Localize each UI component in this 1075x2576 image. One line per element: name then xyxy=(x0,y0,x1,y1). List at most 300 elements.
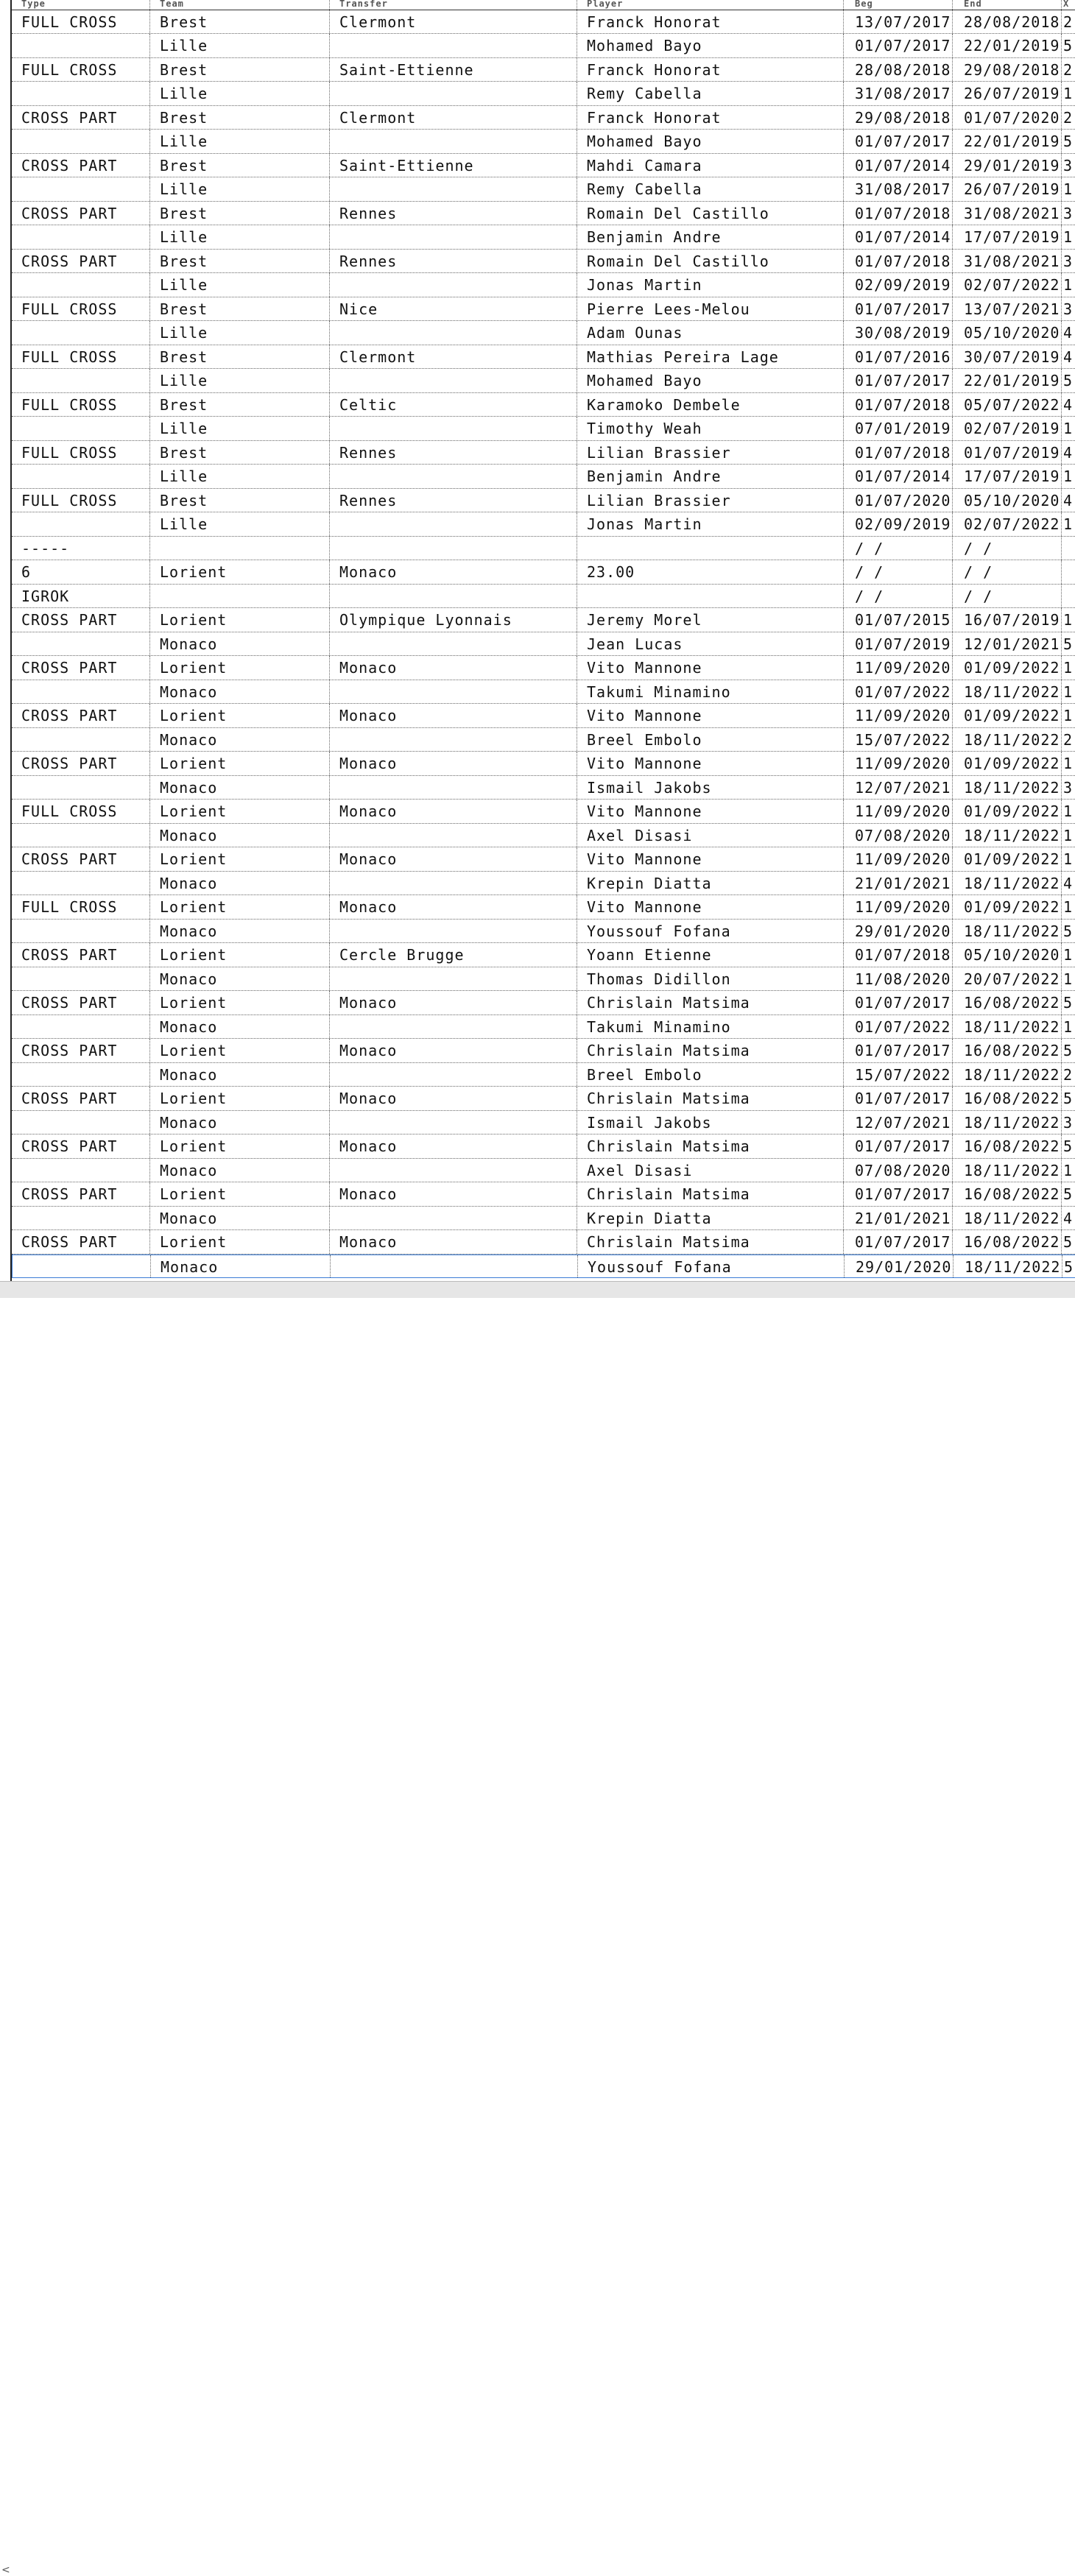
end-date-cell[interactable]: 16/08/2022 xyxy=(953,1135,1062,1158)
end-date-cell[interactable]: 18/11/2022 xyxy=(953,872,1062,895)
beg-header[interactable]: Beg xyxy=(844,0,953,10)
type-cell[interactable]: IGROK xyxy=(12,585,150,608)
team-cell[interactable]: Monaco xyxy=(150,1111,330,1135)
player-cell[interactable]: Chrislain Matsima xyxy=(577,1087,844,1110)
extra-cell[interactable]: 1 xyxy=(1063,420,1074,437)
end-date-cell[interactable]: / / xyxy=(953,585,1062,608)
beg-date-cell[interactable]: 01/07/2017 xyxy=(844,369,953,392)
team-cell[interactable]: Brest xyxy=(150,441,330,465)
transfer-cell[interactable] xyxy=(330,776,577,800)
transfer-cell[interactable]: Saint-Ettienne xyxy=(330,154,577,177)
extra-cell[interactable]: 5 xyxy=(1063,1185,1074,1203)
player-cell[interactable]: Chrislain Matsima xyxy=(577,1182,844,1206)
beg-date-cell[interactable]: 01/07/2018 xyxy=(844,202,953,225)
team-cell[interactable]: Lille xyxy=(150,34,330,57)
end-date-cell[interactable]: 01/09/2022 xyxy=(953,656,1062,680)
beg-date-cell[interactable]: 01/07/2018 xyxy=(844,943,953,967)
player-cell[interactable]: Vito Mannone xyxy=(577,656,844,680)
table-row[interactable] xyxy=(12,800,1075,824)
transfer-cell[interactable]: Monaco xyxy=(330,1135,577,1158)
extra-cell[interactable]: 5 xyxy=(1063,37,1074,54)
extra-cell[interactable]: 2 xyxy=(1063,1065,1074,1084)
transfer-cell[interactable] xyxy=(330,1207,577,1230)
end-date-cell[interactable]: 26/07/2019 xyxy=(953,82,1062,105)
table-row[interactable] xyxy=(12,943,1075,967)
player-cell[interactable]: Vito Mannone xyxy=(577,704,844,727)
type-cell[interactable] xyxy=(12,130,150,153)
player-cell[interactable]: Timothy Weah xyxy=(577,417,844,440)
type-cell[interactable] xyxy=(12,920,150,943)
end-date-cell[interactable]: 17/07/2019 xyxy=(953,225,1062,249)
beg-date-cell[interactable]: 29/01/2020 xyxy=(845,1255,954,1278)
type-cell[interactable] xyxy=(12,776,150,800)
team-cell[interactable]: Lorient xyxy=(150,560,330,584)
beg-date-cell[interactable]: 29/08/2018 xyxy=(844,106,953,130)
extra-cell[interactable]: 2 xyxy=(1063,108,1074,127)
extra-cell[interactable]: 1 xyxy=(1063,180,1074,198)
team-cell[interactable]: Brest xyxy=(150,489,330,512)
table-row[interactable] xyxy=(12,1015,1075,1040)
type-cell[interactable]: CROSS PART xyxy=(12,250,150,273)
end-date-cell[interactable]: 01/09/2022 xyxy=(953,752,1062,775)
transfer-cell[interactable]: Monaco xyxy=(330,1182,577,1206)
extra-cell[interactable]: 3 xyxy=(1063,300,1074,318)
type-cell[interactable]: FULL CROSS xyxy=(12,895,150,919)
team-cell[interactable]: Brest xyxy=(150,250,330,273)
data-grid[interactable] xyxy=(10,0,1075,1281)
beg-date-cell[interactable]: 01/07/2022 xyxy=(844,1015,953,1039)
table-row[interactable] xyxy=(12,1135,1075,1159)
end-date-cell[interactable]: 29/01/2019 xyxy=(953,154,1062,177)
transfer-cell[interactable] xyxy=(330,465,577,488)
extra-cell[interactable]: 5 xyxy=(1063,994,1074,1012)
extra-cell[interactable]: 4 xyxy=(1063,1209,1074,1227)
beg-date-cell[interactable]: 01/07/2017 xyxy=(844,1135,953,1158)
player-cell[interactable] xyxy=(577,585,844,608)
type-cell[interactable]: CROSS PART xyxy=(12,106,150,130)
end-date-cell[interactable]: 01/07/2020 xyxy=(953,106,1062,130)
table-row[interactable] xyxy=(12,489,1075,513)
player-cell[interactable]: Takumi Minamino xyxy=(577,680,844,704)
transfer-cell[interactable]: Monaco xyxy=(330,656,577,680)
team-cell[interactable]: Monaco xyxy=(150,967,330,991)
transfer-cell[interactable]: Clermont xyxy=(330,10,577,34)
extra-cell[interactable]: 5 xyxy=(1063,1137,1074,1155)
beg-date-cell[interactable]: 11/09/2020 xyxy=(844,704,953,727)
beg-date-cell[interactable]: 28/08/2018 xyxy=(844,58,953,82)
extra-cell[interactable]: 1 xyxy=(1063,826,1074,844)
transfer-cell[interactable] xyxy=(330,872,577,895)
type-cell[interactable]: CROSS PART xyxy=(12,1039,150,1062)
player-cell[interactable]: Jeremy Morel xyxy=(577,608,844,632)
type-cell[interactable] xyxy=(12,872,150,895)
end-date-cell[interactable]: 20/07/2022 xyxy=(953,967,1062,991)
type-cell[interactable]: CROSS PART xyxy=(12,154,150,177)
beg-date-cell[interactable]: 11/09/2020 xyxy=(844,800,953,823)
type-cell[interactable]: CROSS PART xyxy=(12,656,150,680)
player-cell[interactable] xyxy=(577,537,844,560)
end-date-cell[interactable]: 31/08/2021 xyxy=(953,202,1062,225)
table-row[interactable] xyxy=(12,824,1075,848)
type-cell[interactable]: CROSS PART xyxy=(12,1230,150,1254)
transfer-cell[interactable] xyxy=(330,273,577,297)
table-row[interactable] xyxy=(12,920,1075,944)
type-cell[interactable] xyxy=(12,321,150,345)
end-date-cell[interactable]: 05/07/2022 xyxy=(953,393,1062,417)
transfer-cell[interactable] xyxy=(330,82,577,105)
beg-date-cell[interactable]: 11/09/2020 xyxy=(844,752,953,775)
player-cell[interactable]: Pierre Lees-Melou xyxy=(577,297,844,321)
transfer-cell[interactable] xyxy=(330,920,577,943)
extra-cell[interactable]: 1 xyxy=(1063,946,1074,964)
player-cell[interactable]: Franck Honorat xyxy=(577,106,844,130)
team-cell[interactable]: Monaco xyxy=(150,728,330,752)
type-cell[interactable] xyxy=(12,1015,150,1039)
type-cell[interactable] xyxy=(13,1255,151,1278)
transfer-cell[interactable]: Monaco xyxy=(330,1087,577,1110)
table-row[interactable] xyxy=(12,585,1075,609)
player-cell[interactable]: Thomas Didillon xyxy=(577,967,844,991)
player-cell[interactable]: Jean Lucas xyxy=(577,632,844,656)
team-cell[interactable] xyxy=(150,537,330,560)
table-row[interactable] xyxy=(12,177,1075,202)
beg-date-cell[interactable]: 01/07/2015 xyxy=(844,608,953,632)
extra-cell[interactable]: 1 xyxy=(1063,467,1074,485)
type-cell[interactable]: ----- xyxy=(12,537,150,560)
type-cell[interactable]: CROSS PART xyxy=(12,704,150,727)
end-date-cell[interactable]: 26/07/2019 xyxy=(953,177,1062,201)
player-cell[interactable]: Youssouf Fofana xyxy=(577,920,844,943)
horizontal-scrollbar[interactable] xyxy=(0,1281,1075,2576)
extra-cell[interactable]: 1 xyxy=(1063,85,1074,102)
end-date-cell[interactable]: 22/01/2019 xyxy=(953,369,1062,392)
end-date-cell[interactable]: 12/01/2021 xyxy=(953,632,1062,656)
end-date-cell[interactable]: 02/07/2019 xyxy=(953,417,1062,440)
beg-date-cell[interactable]: 13/07/2017 xyxy=(844,10,953,34)
type-cell[interactable] xyxy=(12,177,150,201)
extra-header[interactable]: X xyxy=(1063,0,1070,9)
transfer-cell[interactable] xyxy=(330,585,577,608)
end-date-cell[interactable]: / / xyxy=(953,560,1062,584)
extra-cell[interactable]: 1 xyxy=(1063,1161,1074,1179)
beg-date-cell[interactable]: 01/07/2020 xyxy=(844,489,953,512)
beg-date-cell[interactable]: 15/07/2022 xyxy=(844,1063,953,1087)
table-row[interactable] xyxy=(12,967,1075,992)
type-cell[interactable]: CROSS PART xyxy=(12,1135,150,1158)
player-cell[interactable]: Jonas Martin xyxy=(577,273,844,297)
extra-cell[interactable]: 5 xyxy=(1063,922,1074,940)
extra-cell[interactable]: 5 xyxy=(1063,372,1074,389)
type-cell[interactable]: CROSS PART xyxy=(12,202,150,225)
beg-date-cell[interactable]: 01/07/2017 xyxy=(844,1087,953,1110)
transfer-cell[interactable] xyxy=(330,680,577,704)
transfer-cell[interactable] xyxy=(330,321,577,345)
player-cell[interactable]: Krepin Diatta xyxy=(577,1207,844,1230)
type-cell[interactable] xyxy=(12,512,150,536)
table-row[interactable] xyxy=(12,34,1075,58)
transfer-cell[interactable]: Nice xyxy=(330,297,577,321)
table-row[interactable] xyxy=(12,106,1075,130)
type-cell[interactable] xyxy=(12,369,150,392)
beg-date-cell[interactable]: 31/08/2017 xyxy=(844,177,953,201)
table-row[interactable] xyxy=(12,58,1075,82)
transfer-cell[interactable]: Monaco xyxy=(330,991,577,1014)
end-date-cell[interactable]: 29/08/2018 xyxy=(953,58,1062,82)
beg-date-cell[interactable]: 11/08/2020 xyxy=(844,967,953,991)
extra-cell[interactable]: 4 xyxy=(1063,324,1074,342)
transfer-cell[interactable] xyxy=(330,967,577,991)
extra-cell[interactable]: 3 xyxy=(1063,1113,1074,1132)
team-cell[interactable]: Lorient xyxy=(150,1039,330,1062)
end-header[interactable]: End xyxy=(953,0,1062,10)
transfer-cell[interactable]: Cercle Brugge xyxy=(330,943,577,967)
end-date-cell[interactable]: 01/07/2019 xyxy=(953,441,1062,465)
end-date-cell[interactable]: 18/11/2022 xyxy=(953,824,1062,847)
beg-date-cell[interactable]: 01/07/2019 xyxy=(844,632,953,656)
team-cell[interactable] xyxy=(150,585,330,608)
extra-cell[interactable]: 1 xyxy=(1063,755,1074,772)
extra-cell[interactable]: 5 xyxy=(1063,133,1074,150)
transfer-cell[interactable]: Rennes xyxy=(330,441,577,465)
type-cell[interactable] xyxy=(12,967,150,991)
team-cell[interactable]: Brest xyxy=(150,345,330,369)
beg-date-cell[interactable]: 02/09/2019 xyxy=(844,512,953,536)
extra-cell[interactable]: 1 xyxy=(1063,659,1074,677)
table-row[interactable] xyxy=(12,1063,1075,1087)
beg-date-cell[interactable]: 01/07/2022 xyxy=(844,680,953,704)
transfer-cell[interactable] xyxy=(330,512,577,536)
beg-date-cell[interactable]: 01/07/2018 xyxy=(844,250,953,273)
player-cell[interactable]: Vito Mannone xyxy=(577,847,844,871)
extra-cell[interactable]: 1 xyxy=(1063,228,1074,246)
beg-date-cell[interactable]: / / xyxy=(844,560,953,584)
team-cell[interactable]: Lille xyxy=(150,225,330,249)
type-cell[interactable]: CROSS PART xyxy=(12,1087,150,1110)
player-cell[interactable]: Vito Mannone xyxy=(577,895,844,919)
transfer-cell[interactable]: Clermont xyxy=(330,106,577,130)
type-cell[interactable] xyxy=(12,1063,150,1087)
end-date-cell[interactable]: 16/08/2022 xyxy=(953,1182,1062,1206)
beg-date-cell[interactable]: 11/09/2020 xyxy=(844,847,953,871)
transfer-cell[interactable] xyxy=(330,130,577,153)
player-cell[interactable]: Mohamed Bayo xyxy=(577,34,844,57)
player-cell[interactable]: Vito Mannone xyxy=(577,752,844,775)
team-cell[interactable]: Lorient xyxy=(150,943,330,967)
extra-cell[interactable]: 1 xyxy=(1063,970,1074,988)
end-date-cell[interactable]: / / xyxy=(953,537,1062,560)
table-row[interactable] xyxy=(12,1159,1075,1183)
extra-cell[interactable] xyxy=(1062,585,1075,608)
player-cell[interactable]: Axel Disasi xyxy=(577,824,844,847)
table-row[interactable] xyxy=(12,465,1075,489)
transfer-cell[interactable] xyxy=(330,34,577,57)
table-row[interactable] xyxy=(12,1039,1075,1063)
type-cell[interactable] xyxy=(12,82,150,105)
player-cell[interactable]: Franck Honorat xyxy=(577,58,844,82)
table-row[interactable] xyxy=(12,1182,1075,1207)
team-cell[interactable]: Lille xyxy=(150,321,330,345)
transfer-cell[interactable]: Monaco xyxy=(330,847,577,871)
team-cell[interactable]: Monaco xyxy=(150,920,330,943)
transfer-cell[interactable]: Monaco xyxy=(330,704,577,727)
team-cell[interactable]: Monaco xyxy=(150,824,330,847)
extra-cell[interactable]: 4 xyxy=(1063,874,1074,892)
table-row[interactable] xyxy=(12,82,1075,106)
end-date-cell[interactable]: 02/07/2022 xyxy=(953,512,1062,536)
beg-date-cell[interactable]: 31/08/2017 xyxy=(844,82,953,105)
beg-date-cell[interactable]: 01/07/2017 xyxy=(844,991,953,1014)
player-cell[interactable]: 23.00 xyxy=(577,560,844,584)
team-cell[interactable]: Monaco xyxy=(150,632,330,656)
extra-cell[interactable]: 2 xyxy=(1063,13,1074,31)
table-row[interactable] xyxy=(12,369,1075,393)
type-cell[interactable]: FULL CROSS xyxy=(12,297,150,321)
transfer-cell[interactable] xyxy=(330,632,577,656)
team-cell[interactable]: Lorient xyxy=(150,1087,330,1110)
table-row[interactable] xyxy=(12,656,1075,680)
table-row[interactable] xyxy=(12,537,1075,561)
transfer-cell[interactable] xyxy=(330,177,577,201)
player-cell[interactable]: Lilian Brassier xyxy=(577,489,844,512)
player-cell[interactable]: Jonas Martin xyxy=(577,512,844,536)
type-cell[interactable] xyxy=(12,273,150,297)
team-cell[interactable]: Brest xyxy=(150,58,330,82)
type-header[interactable]: Type xyxy=(12,0,150,10)
player-cell[interactable]: Karamoko Dembele xyxy=(577,393,844,417)
table-row[interactable] xyxy=(12,1111,1075,1135)
beg-date-cell[interactable]: 07/08/2020 xyxy=(844,1159,953,1182)
player-cell[interactable]: Mohamed Bayo xyxy=(577,130,844,153)
player-cell[interactable]: Remy Cabella xyxy=(577,177,844,201)
beg-date-cell[interactable]: / / xyxy=(844,585,953,608)
beg-date-cell[interactable]: 21/01/2021 xyxy=(844,872,953,895)
type-cell[interactable]: CROSS PART xyxy=(12,752,150,775)
extra-cell[interactable]: 1 xyxy=(1063,707,1074,724)
beg-date-cell[interactable]: 01/07/2014 xyxy=(844,154,953,177)
extra-cell[interactable]: 3 xyxy=(1063,778,1074,797)
team-cell[interactable]: Lille xyxy=(150,273,330,297)
table-row[interactable] xyxy=(12,1255,1075,1279)
table-row[interactable] xyxy=(12,991,1075,1015)
transfer-cell[interactable] xyxy=(330,1159,577,1182)
extra-cell[interactable]: 3 xyxy=(1063,204,1074,222)
extra-cell[interactable]: 3 xyxy=(1063,252,1074,270)
player-cell[interactable]: Chrislain Matsima xyxy=(577,1230,844,1254)
scroll-left-icon[interactable]: < xyxy=(1,2564,10,2576)
type-cell[interactable] xyxy=(12,728,150,752)
beg-date-cell[interactable]: 12/07/2021 xyxy=(844,1111,953,1135)
transfer-cell[interactable] xyxy=(330,1015,577,1039)
extra-cell[interactable] xyxy=(1062,560,1075,584)
team-cell[interactable]: Lorient xyxy=(150,656,330,680)
table-row[interactable] xyxy=(12,345,1075,370)
end-date-cell[interactable]: 18/11/2022 xyxy=(953,1015,1062,1039)
end-date-cell[interactable]: 16/08/2022 xyxy=(953,991,1062,1014)
extra-cell[interactable]: 1 xyxy=(1063,611,1074,629)
type-cell[interactable] xyxy=(12,1111,150,1135)
extra-cell[interactable]: 2 xyxy=(1063,60,1074,79)
player-cell[interactable]: Romain Del Castillo xyxy=(577,202,844,225)
transfer-cell[interactable]: Rennes xyxy=(330,250,577,273)
beg-date-cell[interactable]: 07/01/2019 xyxy=(844,417,953,440)
end-date-cell[interactable]: 17/07/2019 xyxy=(953,465,1062,488)
table-row[interactable] xyxy=(12,225,1075,250)
team-cell[interactable]: Brest xyxy=(150,393,330,417)
table-row[interactable] xyxy=(12,680,1075,705)
transfer-cell[interactable]: Monaco xyxy=(330,752,577,775)
transfer-cell[interactable] xyxy=(331,1255,578,1278)
table-row[interactable] xyxy=(12,441,1075,465)
team-cell[interactable]: Lorient xyxy=(150,608,330,632)
transfer-cell[interactable] xyxy=(330,225,577,249)
player-cell[interactable]: Vito Mannone xyxy=(577,800,844,823)
beg-date-cell[interactable]: 01/07/2017 xyxy=(844,297,953,321)
end-date-cell[interactable]: 05/10/2020 xyxy=(953,489,1062,512)
end-date-cell[interactable]: 18/11/2022 xyxy=(953,1207,1062,1230)
player-cell[interactable]: Chrislain Matsima xyxy=(577,1039,844,1062)
team-cell[interactable]: Lille xyxy=(150,512,330,536)
extra-cell[interactable]: 5 xyxy=(1064,1257,1074,1276)
type-cell[interactable] xyxy=(12,417,150,440)
player-cell[interactable]: Remy Cabella xyxy=(577,82,844,105)
team-cell[interactable]: Monaco xyxy=(150,872,330,895)
table-row[interactable] xyxy=(12,752,1075,776)
extra-cell[interactable]: 4 xyxy=(1063,347,1074,366)
team-cell[interactable]: Lille xyxy=(150,417,330,440)
type-cell[interactable] xyxy=(12,680,150,704)
type-cell[interactable] xyxy=(12,632,150,656)
end-date-cell[interactable]: 22/01/2019 xyxy=(953,130,1062,153)
table-row[interactable] xyxy=(12,704,1075,728)
type-cell[interactable]: CROSS PART xyxy=(12,943,150,967)
beg-date-cell[interactable]: 01/07/2017 xyxy=(844,1039,953,1062)
team-header[interactable]: Team xyxy=(150,0,330,10)
table-row[interactable] xyxy=(12,512,1075,537)
end-date-cell[interactable]: 18/11/2022 xyxy=(953,1111,1062,1135)
end-date-cell[interactable]: 02/07/2022 xyxy=(953,273,1062,297)
table-row[interactable] xyxy=(12,250,1075,274)
table-row[interactable] xyxy=(12,1207,1075,1231)
player-header[interactable]: Player xyxy=(577,0,844,10)
beg-date-cell[interactable]: 01/07/2017 xyxy=(844,1230,953,1254)
extra-cell[interactable]: 2 xyxy=(1063,730,1074,749)
end-date-cell[interactable]: 22/01/2019 xyxy=(953,34,1062,57)
team-cell[interactable]: Lille xyxy=(150,369,330,392)
beg-date-cell[interactable]: 30/08/2019 xyxy=(844,321,953,345)
table-row[interactable] xyxy=(12,608,1075,632)
extra-cell[interactable]: 1 xyxy=(1063,850,1074,868)
team-cell[interactable]: Lille xyxy=(150,177,330,201)
player-cell[interactable]: Ismail Jakobs xyxy=(577,1111,844,1135)
team-cell[interactable]: Lorient xyxy=(150,1230,330,1254)
type-cell[interactable]: 6 xyxy=(12,560,150,584)
transfer-cell[interactable] xyxy=(330,369,577,392)
end-date-cell[interactable]: 01/09/2022 xyxy=(953,895,1062,919)
type-cell[interactable]: CROSS PART xyxy=(12,847,150,871)
table-row[interactable] xyxy=(12,417,1075,441)
team-cell[interactable]: Lorient xyxy=(150,1135,330,1158)
team-cell[interactable]: Brest xyxy=(150,202,330,225)
type-cell[interactable]: FULL CROSS xyxy=(12,345,150,369)
end-date-cell[interactable]: 16/08/2022 xyxy=(953,1087,1062,1110)
type-cell[interactable]: CROSS PART xyxy=(12,991,150,1014)
player-cell[interactable]: Benjamin Andre xyxy=(577,225,844,249)
table-row[interactable] xyxy=(12,632,1075,657)
beg-date-cell[interactable]: 01/07/2014 xyxy=(844,225,953,249)
team-cell[interactable]: Monaco xyxy=(150,1063,330,1087)
table-row[interactable] xyxy=(12,895,1075,920)
transfer-cell[interactable]: Monaco xyxy=(330,800,577,823)
